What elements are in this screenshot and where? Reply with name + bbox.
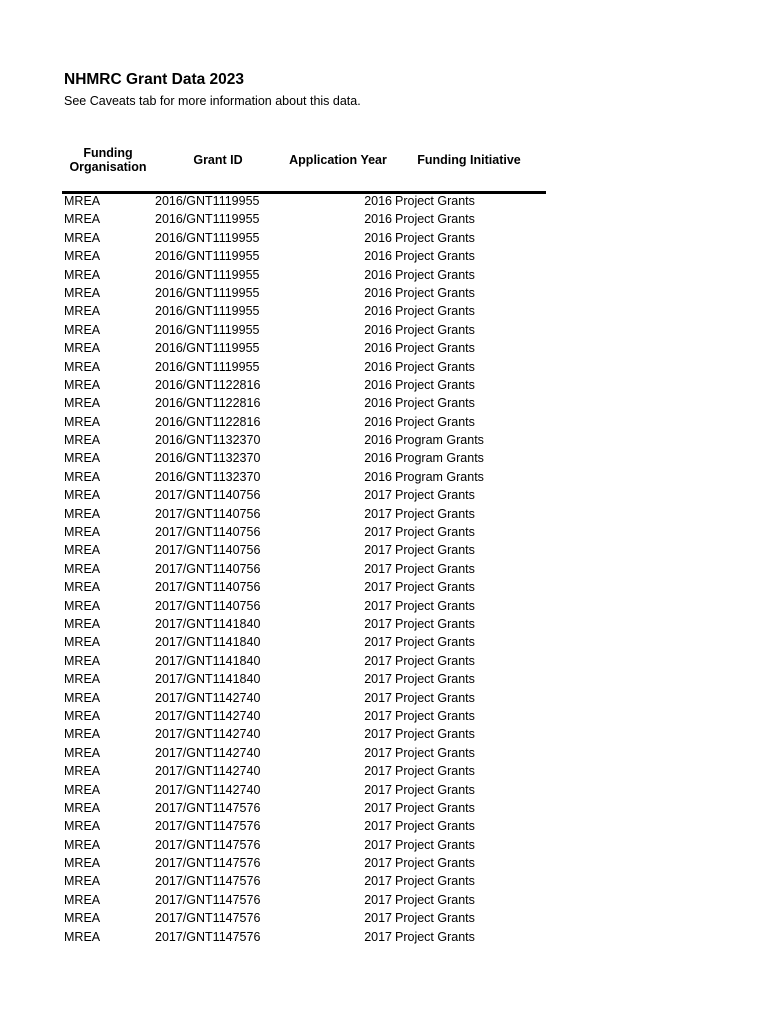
cell-application-year: 2016	[364, 433, 392, 448]
table-row	[0, 891, 768, 909]
table-row	[0, 652, 768, 670]
cell-funding-organisation: MREA	[64, 635, 101, 650]
cell-application-year: 2017	[364, 598, 392, 613]
cell-funding-organisation: MREA	[64, 525, 101, 540]
cell-funding-initiative: Project Grants	[395, 819, 475, 834]
cell-funding-organisation: MREA	[64, 285, 101, 300]
cell-funding-organisation: MREA	[64, 708, 101, 723]
cell-funding-organisation: MREA	[64, 322, 101, 337]
table-row	[0, 762, 768, 780]
cell-application-year: 2017	[364, 708, 392, 723]
cell-funding-organisation: MREA	[64, 653, 101, 668]
cell-grant-id: 2016/GNT1119955	[155, 304, 260, 319]
cell-grant-id: 2017/GNT1147576	[155, 874, 261, 889]
cell-funding-organisation: MREA	[64, 230, 101, 245]
table-row	[0, 707, 768, 725]
cell-funding-organisation: MREA	[64, 359, 101, 374]
table-row	[0, 541, 768, 559]
table-row	[0, 689, 768, 707]
cell-funding-organisation: MREA	[64, 267, 101, 282]
table-row	[0, 523, 768, 541]
cell-funding-organisation: MREA	[64, 598, 101, 613]
cell-grant-id: 2017/GNT1142740	[155, 727, 261, 742]
cell-grant-id: 2016/GNT1119955	[155, 322, 260, 337]
cell-funding-initiative: Project Grants	[395, 764, 475, 779]
cell-application-year: 2016	[364, 414, 392, 429]
cell-funding-organisation: MREA	[64, 745, 101, 760]
cell-funding-initiative: Project Grants	[395, 359, 475, 374]
cell-grant-id: 2017/GNT1141840	[155, 616, 261, 631]
cell-funding-organisation: MREA	[64, 543, 101, 558]
cell-grant-id: 2017/GNT1140756	[155, 488, 261, 503]
cell-funding-organisation: MREA	[64, 488, 101, 503]
cell-funding-organisation: MREA	[64, 469, 101, 484]
table-row	[0, 872, 768, 890]
table-row	[0, 468, 768, 486]
table-row	[0, 928, 768, 946]
cell-funding-initiative: Project Grants	[395, 377, 475, 392]
cell-application-year: 2016	[364, 396, 392, 411]
table-row	[0, 817, 768, 835]
cell-funding-organisation: MREA	[64, 819, 101, 834]
cell-funding-initiative: Project Grants	[395, 856, 475, 871]
cell-application-year: 2016	[364, 322, 392, 337]
table-row	[0, 247, 768, 265]
cell-funding-organisation: MREA	[64, 194, 101, 208]
cell-grant-id: 2017/GNT1140756	[155, 506, 261, 521]
cell-grant-id: 2017/GNT1142740	[155, 708, 261, 723]
cell-funding-initiative: Program Grants	[395, 451, 484, 466]
cell-funding-initiative: Project Grants	[395, 653, 475, 668]
cell-funding-organisation: MREA	[64, 304, 101, 319]
cell-funding-organisation: MREA	[64, 433, 101, 448]
table-row	[0, 578, 768, 596]
cell-application-year: 2016	[364, 377, 392, 392]
cell-funding-initiative: Program Grants	[395, 469, 484, 484]
table-row	[0, 670, 768, 688]
cell-grant-id: 2016/GNT1132370	[155, 451, 261, 466]
cell-funding-initiative: Project Grants	[395, 929, 475, 944]
table-row	[0, 376, 768, 394]
page-title: NHMRC Grant Data 2023	[64, 71, 245, 88]
cell-application-year: 2017	[364, 543, 392, 558]
cell-application-year: 2017	[364, 653, 392, 668]
cell-grant-id: 2017/GNT1141840	[155, 672, 261, 687]
cell-funding-initiative: Project Grants	[395, 598, 475, 613]
table-row	[0, 633, 768, 651]
cell-grant-id: 2016/GNT1119955	[155, 341, 260, 356]
column-header-org-line1: Funding	[83, 146, 133, 160]
table-row	[0, 615, 768, 633]
cell-grant-id: 2017/GNT1142740	[155, 690, 261, 705]
cell-application-year: 2016	[364, 341, 392, 356]
cell-funding-organisation: MREA	[64, 690, 101, 705]
cell-grant-id: 2016/GNT1119955	[155, 285, 260, 300]
cell-funding-initiative: Project Grants	[395, 874, 475, 889]
cell-grant-id: 2016/GNT1122816	[155, 396, 261, 411]
column-header-funding-initiative: Funding Initiative	[417, 153, 521, 167]
cell-funding-initiative: Project Grants	[395, 525, 475, 540]
cell-funding-initiative: Project Grants	[395, 708, 475, 723]
cell-application-year: 2017	[364, 782, 392, 797]
cell-funding-organisation: MREA	[64, 672, 101, 687]
cell-application-year: 2017	[364, 856, 392, 871]
cell-grant-id: 2017/GNT1147576	[155, 929, 261, 944]
cell-funding-initiative: Project Grants	[395, 212, 475, 227]
cell-grant-id: 2017/GNT1147576	[155, 819, 261, 834]
cell-grant-id: 2017/GNT1141840	[155, 653, 261, 668]
cell-application-year: 2017	[364, 874, 392, 889]
cell-application-year: 2016	[364, 249, 392, 264]
table-row	[0, 486, 768, 504]
cell-funding-organisation: MREA	[64, 580, 101, 595]
cell-application-year: 2017	[364, 892, 392, 907]
table-row	[0, 210, 768, 228]
cell-funding-organisation: MREA	[64, 837, 101, 852]
cell-application-year: 2016	[364, 359, 392, 374]
cell-grant-id: 2016/GNT1119955	[155, 359, 260, 374]
cell-application-year: 2017	[364, 561, 392, 576]
cell-funding-initiative: Project Grants	[395, 892, 475, 907]
cell-funding-initiative: Project Grants	[395, 543, 475, 558]
table-body	[0, 192, 768, 946]
cell-funding-organisation: MREA	[64, 451, 101, 466]
table-row	[0, 725, 768, 743]
cell-application-year: 2017	[364, 525, 392, 540]
cell-funding-organisation: MREA	[64, 800, 101, 815]
cell-funding-initiative: Project Grants	[395, 341, 475, 356]
cell-application-year: 2017	[364, 929, 392, 944]
cell-funding-initiative: Project Grants	[395, 488, 475, 503]
cell-grant-id: 2017/GNT1147576	[155, 911, 261, 926]
table-row	[0, 560, 768, 578]
column-header-grant-id: Grant ID	[193, 153, 243, 167]
table-row	[0, 854, 768, 872]
cell-application-year: 2017	[364, 672, 392, 687]
cell-funding-organisation: MREA	[64, 212, 101, 227]
cell-grant-id: 2016/GNT1119955	[155, 267, 260, 282]
cell-funding-initiative: Project Grants	[395, 249, 475, 264]
cell-application-year: 2017	[364, 690, 392, 705]
cell-funding-organisation: MREA	[64, 341, 101, 356]
cell-grant-id: 2016/GNT1119955	[155, 249, 260, 264]
cell-funding-initiative: Program Grants	[395, 433, 484, 448]
cell-funding-organisation: MREA	[64, 892, 101, 907]
column-header-funding-organisation	[62, 146, 154, 174]
cell-grant-id: 2017/GNT1147576	[155, 856, 261, 871]
cell-application-year: 2017	[364, 727, 392, 742]
cell-application-year: 2016	[364, 267, 392, 282]
cell-funding-initiative: Project Grants	[395, 616, 475, 631]
cell-funding-organisation: MREA	[64, 414, 101, 429]
cell-application-year: 2016	[364, 285, 392, 300]
cell-grant-id: 2017/GNT1140756	[155, 598, 261, 613]
table-row	[0, 781, 768, 799]
table-row	[0, 836, 768, 854]
cell-funding-initiative: Project Grants	[395, 561, 475, 576]
table-row	[0, 321, 768, 339]
cell-funding-initiative: Project Grants	[395, 267, 475, 282]
cell-grant-id: 2017/GNT1140756	[155, 525, 261, 540]
cell-funding-initiative: Project Grants	[395, 580, 475, 595]
cell-funding-initiative: Project Grants	[395, 506, 475, 521]
cell-grant-id: 2017/GNT1147576	[155, 837, 261, 852]
cell-funding-organisation: MREA	[64, 249, 101, 264]
table-row	[0, 284, 768, 302]
table-row	[0, 909, 768, 927]
table-row	[0, 339, 768, 357]
cell-application-year: 2017	[364, 800, 392, 815]
table-row	[0, 431, 768, 449]
cell-funding-organisation: MREA	[64, 506, 101, 521]
table-row	[0, 192, 768, 210]
cell-application-year: 2016	[364, 212, 392, 227]
cell-funding-organisation: MREA	[64, 911, 101, 926]
cell-grant-id: 2017/GNT1140756	[155, 543, 261, 558]
cell-application-year: 2016	[364, 451, 392, 466]
cell-grant-id: 2016/GNT1119955	[155, 212, 260, 227]
cell-application-year: 2017	[364, 635, 392, 650]
cell-funding-initiative: Project Grants	[395, 285, 475, 300]
table-row	[0, 413, 768, 431]
cell-funding-initiative: Project Grants	[395, 782, 475, 797]
cell-application-year: 2017	[364, 745, 392, 760]
cell-funding-initiative: Project Grants	[395, 911, 475, 926]
cell-funding-organisation: MREA	[64, 929, 101, 944]
cell-grant-id: 2017/GNT1140756	[155, 561, 261, 576]
column-header-org-line2: Organisation	[69, 160, 147, 174]
cell-application-year: 2017	[364, 506, 392, 521]
cell-funding-initiative: Project Grants	[395, 414, 475, 429]
cell-grant-id: 2017/GNT1142740	[155, 745, 261, 760]
cell-funding-initiative: Project Grants	[395, 396, 475, 411]
cell-funding-initiative: Project Grants	[395, 672, 475, 687]
cell-funding-initiative: Project Grants	[395, 635, 475, 650]
cell-grant-id: 2017/GNT1142740	[155, 782, 261, 797]
cell-grant-id: 2016/GNT1132370	[155, 469, 261, 484]
cell-funding-organisation: MREA	[64, 396, 101, 411]
cell-application-year: 2016	[364, 304, 392, 319]
table-row	[0, 302, 768, 320]
cell-grant-id: 2017/GNT1141840	[155, 635, 261, 650]
table-row	[0, 505, 768, 523]
cell-application-year: 2016	[364, 230, 392, 245]
cell-application-year: 2017	[364, 616, 392, 631]
cell-application-year: 2017	[364, 911, 392, 926]
cell-funding-organisation: MREA	[64, 764, 101, 779]
cell-grant-id: 2016/GNT1119955	[155, 194, 260, 208]
cell-application-year: 2017	[364, 837, 392, 852]
cell-funding-initiative: Project Grants	[395, 690, 475, 705]
cell-funding-initiative: Project Grants	[395, 837, 475, 852]
cell-grant-id: 2016/GNT1132370	[155, 433, 261, 448]
cell-grant-id: 2017/GNT1147576	[155, 800, 261, 815]
cell-funding-organisation: MREA	[64, 561, 101, 576]
cell-funding-initiative: Project Grants	[395, 800, 475, 815]
table-row	[0, 266, 768, 284]
cell-application-year: 2017	[364, 819, 392, 834]
cell-grant-id: 2016/GNT1122816	[155, 414, 261, 429]
cell-grant-id: 2016/GNT1122816	[155, 377, 261, 392]
cell-application-year: 2017	[364, 488, 392, 503]
cell-grant-id: 2017/GNT1140756	[155, 580, 261, 595]
cell-application-year: 2016	[364, 194, 392, 208]
cell-application-year: 2016	[364, 469, 392, 484]
cell-application-year: 2017	[364, 580, 392, 595]
table-row	[0, 799, 768, 817]
cell-funding-initiative: Project Grants	[395, 230, 475, 245]
table-row	[0, 229, 768, 247]
cell-funding-organisation: MREA	[64, 377, 101, 392]
cell-funding-organisation: MREA	[64, 727, 101, 742]
cell-grant-id: 2016/GNT1119955	[155, 230, 260, 245]
cell-funding-organisation: MREA	[64, 782, 101, 797]
cell-funding-organisation: MREA	[64, 874, 101, 889]
table-row	[0, 449, 768, 467]
cell-funding-organisation: MREA	[64, 616, 101, 631]
cell-grant-id: 2017/GNT1147576	[155, 892, 261, 907]
cell-funding-organisation: MREA	[64, 856, 101, 871]
column-header-application-year: Application Year	[289, 153, 387, 167]
table-row	[0, 394, 768, 412]
page-subtitle: See Caveats tab for more information about this data.	[64, 94, 361, 108]
cell-funding-initiative: Project Grants	[395, 304, 475, 319]
cell-funding-initiative: Project Grants	[395, 322, 475, 337]
cell-funding-initiative: Project Grants	[395, 745, 475, 760]
cell-funding-initiative: Project Grants	[395, 727, 475, 742]
table-row	[0, 597, 768, 615]
cell-grant-id: 2017/GNT1142740	[155, 764, 261, 779]
cell-funding-initiative: Project Grants	[395, 194, 475, 208]
cell-application-year: 2017	[364, 764, 392, 779]
table-row	[0, 744, 768, 762]
table-row	[0, 358, 768, 376]
